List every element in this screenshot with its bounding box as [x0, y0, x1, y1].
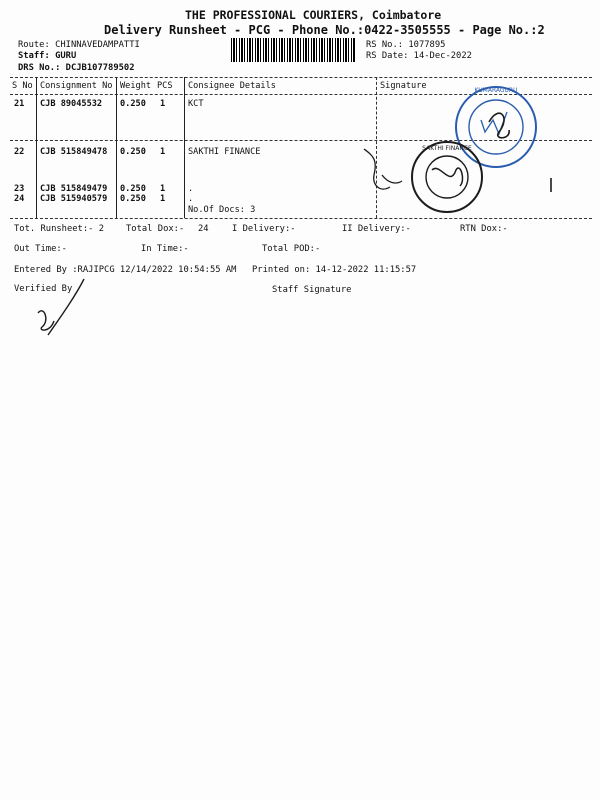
- company-title: THE PROFESSIONAL COURIERS, Coimbatore: [185, 8, 442, 22]
- verified-by: Verified By: [14, 284, 73, 294]
- row-consignment: CJB 515849479: [40, 184, 108, 194]
- col-header-weight: Weight: [120, 81, 152, 91]
- row-consignee: .: [188, 184, 194, 194]
- ii-delivery: II Delivery:-: [342, 224, 411, 234]
- i-delivery: I Delivery:-: [232, 224, 296, 234]
- row-weight: 0.250: [120, 184, 146, 194]
- col-header-consignee: Consignee Details: [188, 81, 276, 91]
- entered-by: Entered By :RAJIPCG 12/14/2022 10:54:55 AM: [14, 265, 237, 275]
- row-consignment: CJB 515940579: [40, 194, 108, 204]
- col-header-consignment: Consignment No: [40, 81, 113, 91]
- row-sno: 21: [14, 99, 25, 109]
- tot-runsheet: Tot. Runsheet:- 2: [14, 224, 105, 234]
- verified-signature: [32, 275, 92, 345]
- col-header-sno: S No: [12, 81, 33, 91]
- row-pcs: 1: [160, 99, 166, 109]
- row-consignee: SAKTHI FINANCE: [188, 147, 261, 157]
- staff-label: Staff: GURU: [18, 51, 77, 61]
- no-of-docs: No.Of Docs: 3: [188, 205, 256, 215]
- svg-text:SAKTHI FINANCE: SAKTHI FINANCE: [422, 145, 472, 152]
- rtn-dox: RTN Dox:-: [460, 224, 508, 234]
- row-sno: 24: [14, 194, 25, 204]
- row-weight: 0.250: [120, 194, 146, 204]
- svg-text:KUMARAGURU: KUMARAGURU: [474, 87, 518, 94]
- row-consignee: .: [188, 194, 194, 204]
- signature-scribble: [360, 145, 410, 215]
- pen-tick: [546, 176, 556, 196]
- col-header-pcs: PCS: [157, 81, 173, 91]
- sakthi-finance-stamp: [410, 140, 484, 214]
- row-consignee: KCT: [188, 99, 204, 109]
- row-pcs: 1: [160, 184, 166, 194]
- table-top-rule: [10, 77, 592, 78]
- row-pcs: 1: [160, 194, 166, 204]
- row-weight: 0.250: [120, 147, 146, 157]
- row-consignment: CJB 515849478: [40, 147, 108, 157]
- row-weight: 0.250: [120, 99, 146, 109]
- rs-number: RS No.: 1077895: [366, 40, 446, 50]
- out-time: Out Time:-: [14, 244, 67, 254]
- row-sno: 22: [14, 147, 25, 157]
- col-divider: [36, 77, 37, 218]
- route-label: Route: CHINNAVEDAMPATTI: [18, 40, 140, 50]
- row-pcs: 1: [160, 147, 166, 157]
- in-time: In Time:-: [141, 244, 189, 254]
- staff-signature-label: Staff Signature: [272, 285, 352, 295]
- table-bottom-rule: [10, 218, 592, 219]
- col-header-signature: Signature: [380, 81, 427, 91]
- rs-date: RS Date: 14-Dec-2022: [366, 51, 472, 61]
- row-consignment: CJB 89045532: [40, 99, 103, 109]
- barcode: [231, 38, 356, 62]
- total-pod: Total POD:-: [262, 244, 321, 254]
- drs-number: DRS No.: DCJB107789502: [18, 63, 135, 73]
- total-dox-value: 24: [198, 224, 209, 234]
- row-sno: 23: [14, 184, 25, 194]
- col-divider: [116, 77, 117, 218]
- col-divider: [184, 77, 185, 218]
- printed-on: Printed on: 14-12-2022 11:15:57: [252, 265, 417, 275]
- total-dox-label: Total Dox:-: [126, 224, 185, 234]
- runsheet-subtitle: Delivery Runsheet - PCG - Phone No.:0422-3505555 - Page No.:2: [104, 23, 545, 37]
